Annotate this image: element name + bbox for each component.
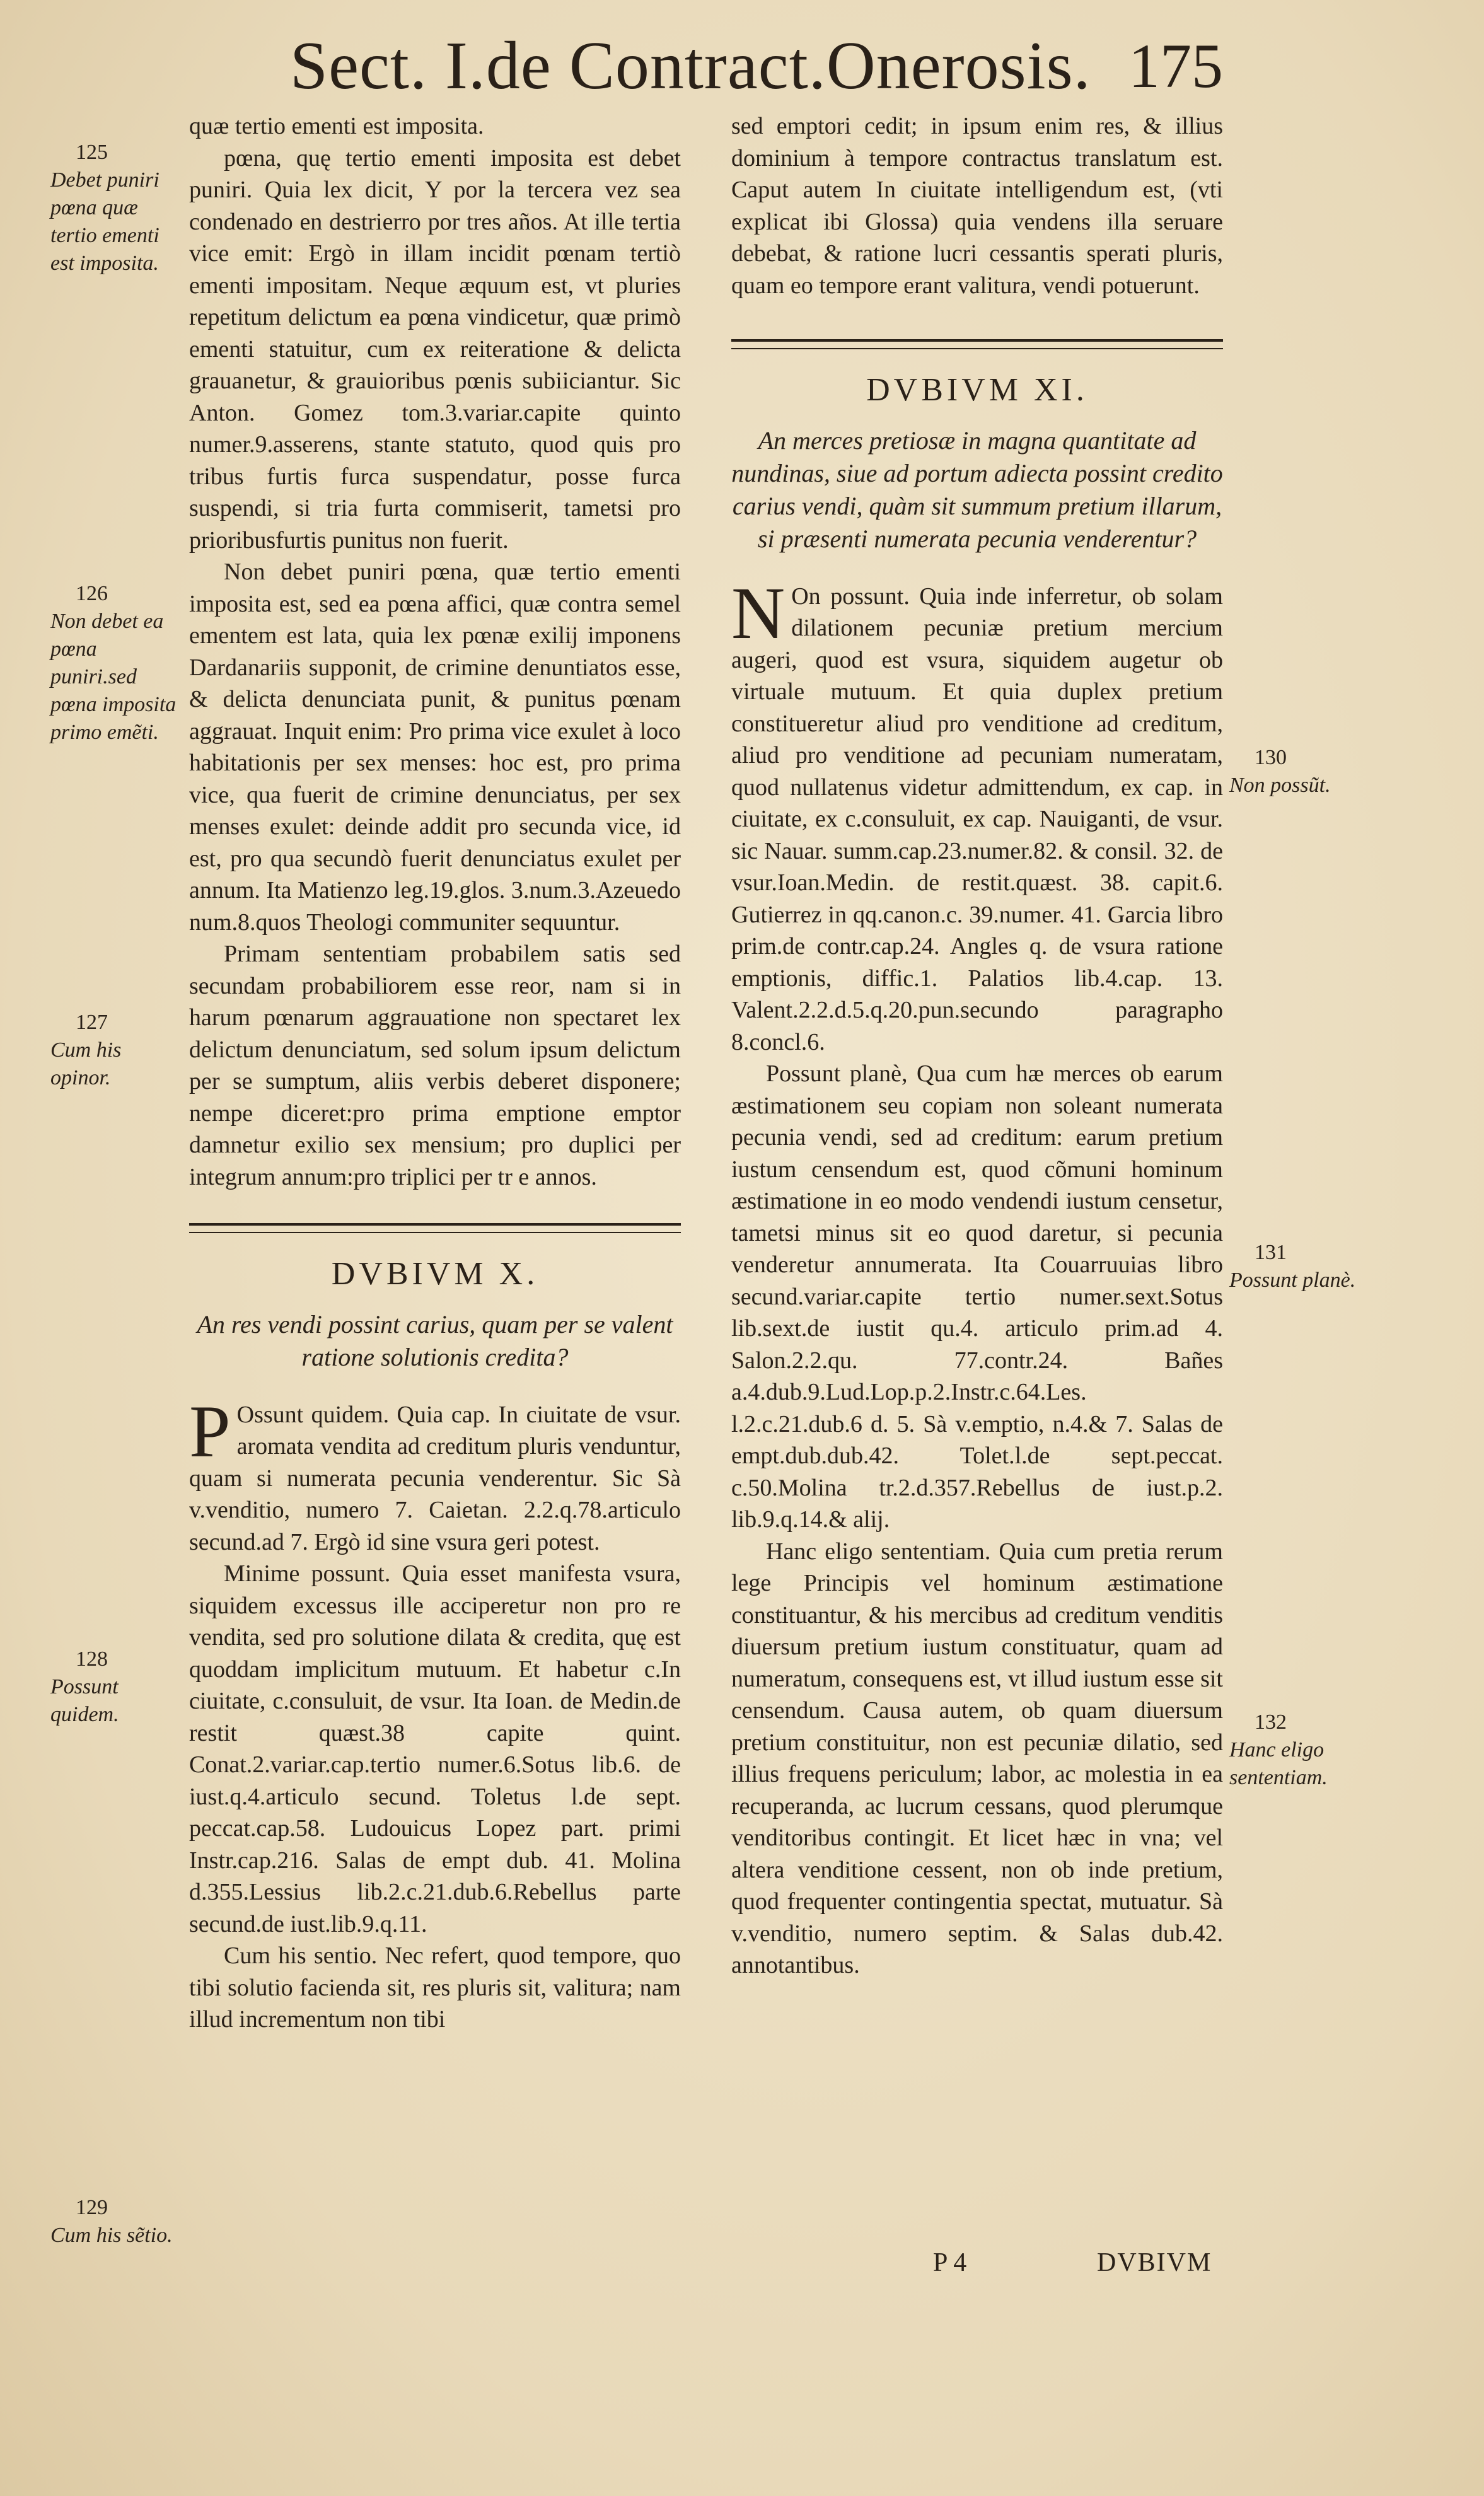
margin-note-number: 129 [76,2196,108,2219]
margin-note-number: 127 [76,1011,108,1034]
section-question: An res vendi possint carius, quam per se valent ratione solutionis credita? [197,1309,673,1371]
margin-note-number: 132 [1255,1710,1287,1734]
margin-note-number: 131 [1255,1241,1287,1264]
page-number: 175 [1128,31,1223,101]
catchword: DVBIVM [1097,2248,1212,2277]
margin-note [1229,1239,1374,1294]
margin-note [1229,744,1374,799]
running-title: Sect. I.de Contract.Onerosis. [290,28,1091,103]
section-heading: DVBIVM XI. [866,372,1088,408]
margin-note [1229,1709,1374,1792]
drop-cap: P [189,1390,231,1473]
section-question: An merces pretiosæ in magna quantitate ad nundinas, siue ad portum adiecta possint credito carius vendi, quàm sit summum pretium illarum, si præsenti numerata pecunia venderentur? [731,426,1223,553]
margin-note-number: 130 [1255,746,1287,769]
margin-note-number: 125 [76,141,108,164]
paragraph: Hanc eligo sententiam. Quia cum pretia rerum lege Principis vel hominum æstimatione constituantur, & his mercibus ad creditum venditis diuersum pretium iustum constituatur, quam ad numeratum, consequens est, vt illud iustum esse sit censendum. Causa autem, ob quam diuersum pretium constituitur, non est pecuniæ dilatio, sed illius frequens periculum; labor, ac molestia in ea recuperanda, ac lucrum cessans, quod plerumque venditoribus contingit. Et licet hæc in vna; vel altera venditione cessent, non ob inde pretium, quod frequenter contingentia spectat, mutuatur. Sà v.venditio, numero septim. & Salas dub.42. annotantibus. [731,1538,1223,1978]
paragraph: Cum his sentio. Nec refert, quod tempore, quo tibi solutio facienda sit, res pluris sit, valitura; nam illud incrementum non tibi [189,1942,681,2033]
margin-note-text: Non possũt. [1229,774,1331,797]
margin-note-number: 126 [76,582,108,605]
paragraph: pœna, quę tertio ementi imposita est debet puniri. Quia lex dicit, Y por la tercera vez sea condenado en destrierro por tres años. At ille tertia vice emit: Ergò in illam incidit pœnam tertiò ementi impositam. Neque æquum est, vt pluries repetitum delictum ea pœna vindicetur, quæ primò ementi statuitur, cum ex reiteratione & delicta grauanetur, & grauioribus pœnis subiiciantur. Sic Anton. Gomez tom.3.variar.capite quinto numer.9.asserens, stante statuto, quod quis pro tribus furtis furca suspendatur, posse furca suspendi, si tria furta commiserit, tametsi pro prioribusfurtis punitus non fuerit. [189,144,681,554]
margin-note-text: Cum his opinor. [50,1038,122,1089]
paragraph: sed emptori cedit; in ipsum enim res, & illius dominium à tempore contractus translatum est. Caput autem In ciuitate intelligendum est, (vti explicat ibi Glossa) quia vendens illa seruare debebat, & ratione lucri cessantis sperati pluris, quam eo tempore erant valitura, vendi potuerunt. [731,113,1223,299]
section-heading: DVBIVM X. [331,1256,539,1292]
page-header [0,25,1484,107]
margin-note-number: 128 [76,1647,108,1671]
paragraph: Minime possunt. Quia esset manifesta vsura, siquidem excessus ille acciperetur non pro re vendita, sed pro solutione dilata & credita, quę est quoddam implicitum mutuum. Et habetur c.In ciuitate, c.consuluit, de vsur. Ita Ioan. de Medin.de restit quæst.38 capite quint. Conat.2.variar.cap.tertio numer.6.Sotus lib.6. de iust.q.4.articulo secund. Toletus l.de sept. peccat.cap.58. Ludouicus Lopez part. primi Instr.cap.216. Salas de empt dub. 41. Molina d.355.Lessius lib.2.c.21.dub.6.Rebellus parte secund.de iust.lib.9.q.11. [189,1560,681,1937]
paragraph-text: Ossunt quidem. Quia cap. In ciuitate de vsur. aromata vendita ad creditum pluris venduntur, quam si numerata pecunia venderentur. Sic Sà v.venditio, numero 7. Caietan. 2.2.q.78.articulo secund.ad 7. Ergò id sine vsura geri potest. [189,1401,681,1555]
drop-cap: N [731,571,785,654]
section-divider [189,1223,681,1233]
paragraph: Non debet puniri pœna, quæ tertio ementi imposita est, sed ea pœna affici, quæ contra semel ementem est lata, quia lex pœnæ exilij imponens Dardanariis supponit, de crimine denuntiatos esse, & delicta denunciata punit, & punitus pœnam aggrauat. Inquit enim: Pro prima vice exulet à loco habitationis per sex menses: hoc est, pro prima vice, qua fuerit de crimine denunciatus, per sex menses exulet: deinde addit pro secunda vice, id est, pro qua secundò fuerit denunciatus exulet per annum. Ita Matienzo leg.19.glos. 3.num.3.Azeuedo num.8.quos Theologi communiter sequuntur. [189,559,681,936]
margin-note-text: Debet puniri pœna quæ tertio ementi est imposita. [50,168,159,275]
margin-note [50,580,177,746]
margin-note [50,2194,177,2249]
left-column [189,110,681,2036]
margin-note-text: Non debet ea pœna puniri.sed pœna imposita primo emẽti. [50,610,177,744]
right-column [731,110,1223,1982]
margin-note [50,139,177,277]
margin-note-text: Cum his sẽtio. [50,2224,173,2247]
margin-note-text: Possunt quidem. [50,1675,119,1726]
paragraph: Possunt planè, Qua cum hæ merces ob earum æstimationem seu copiam non soleant numerata pecunia vendi, sed ad creditum: earum pretium iustum censendum est, quod cõmuni hominum æstimatione in eo modo vendendi iustum censetur, tametsi minus sit eo quod daretur, si pecunia venderetur annumerata. Ita Couarruuias libro secund.variar.capite tertio numer.sext.Sotus lib.sext.de iustit qu.4. articulo prim.ad 4. Salon.2.2.qu. 77.contr.24. Bañes a.4.dub.9.Lud.Lop.p.2.Instr.c.64.Les. l.2.c.21.dub.6 d. 5. Sà v.emptio, n.4.& 7. Salas de empt.dub.dub.42. Tolet.l.de sept.peccat. c.50.Molina tr.2.d.357.Rebellus de iust.p.2. lib.9.q.14.& alij. [731,1060,1223,1533]
margin-note-text: Possunt planè. [1229,1268,1356,1292]
section-divider [731,339,1223,349]
paragraph [731,571,1223,1059]
paragraph: quæ tertio ementi est imposita. [189,113,484,139]
margin-note-text: Hanc eligo sententiam. [1229,1738,1328,1789]
signature-mark: P 4 [933,2248,967,2277]
paragraph-text: On possunt. Quia inde inferretur, ob solam dilationem pecuniæ pretium mercium augeri, quod est vsura, siquidem augetur ob virtuale mutuum. Et quia duplex pretium constitueretur aliud pro venditione ad creditum, aliud pro venditione ad pecuniam numeratam, quod nullatenus videtur admittendum, ex cap. in ciuitate, ex c.consuluit, ex cap. Nauiganti, de vsur. sic Nauar. summ.cap.23.numer.82. & consil. 32. de vsur.Ioan.Medin. de restit.quæst. 38. capit.6. Gutierrez in qq.canon.c. 39.numer. 41. Garcia libro prim.de contr.cap.24. Angles q. de vsura ratione emptionis, diffic.1. Palatios lib.4.cap. 13. Valent.2.2.d.5.q.20.pun.secundo paragrapho 8.concl.6. [731,583,1223,1055]
paragraph: Primam sententiam probabilem satis sed secundam probabiliorem esse reor, nam si in harum pœnarum aggrauatione non spectaret lex delictum denunciatum, sed solum ipsum delictum per se sumptum, aliis verbis deberet disponere; nempe diceret:pro prima emptione emptor damnetur exilio sex mensium; pro duplici per integrum annum:pro triplici per tr e annos. [189,941,681,1190]
paragraph [189,1390,681,1559]
margin-note [50,1646,177,1729]
margin-note [50,1009,177,1092]
